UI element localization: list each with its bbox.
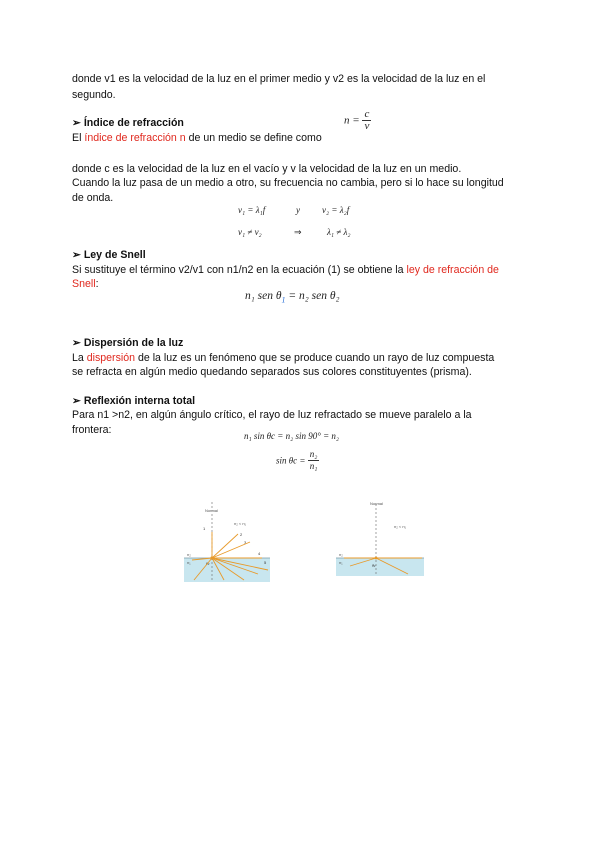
incidence-point	[210, 556, 213, 559]
eq-wave-2: v₂ = λ₂f	[322, 205, 350, 215]
medium-label: n₂ < n₁	[234, 521, 246, 526]
dispersion-text	[72, 351, 494, 366]
eq-numerator: c	[364, 108, 370, 120]
medium-n1-region	[336, 558, 424, 576]
text: La	[72, 352, 87, 364]
ray	[212, 542, 250, 558]
paragraph-line: se refracta en algún medio quedando separados sus colores constituyentes (prisma).	[72, 366, 472, 378]
ray	[212, 534, 238, 558]
text: :	[95, 278, 99, 290]
text: El	[72, 132, 85, 144]
paragraph-line: donde v1 es la velocidad de la luz en el primer medio y v2 es la velocidad de la luz en el	[72, 73, 486, 85]
n2-label: n₂	[339, 552, 343, 557]
medium-label: n₂ < n₁	[394, 524, 406, 529]
figure-total-internal-reflection-rays	[184, 494, 270, 582]
normal-label: Normal	[370, 501, 383, 506]
highlight-term: ley de refracción de	[406, 264, 499, 276]
equation-critical-1: n₁ sin θc = n₂ sin 90° = n₂	[244, 431, 340, 441]
normal-label: Normal	[205, 508, 218, 513]
eq-lhs: sin θc =	[276, 455, 306, 466]
eq-denominator: n₁	[309, 461, 318, 471]
section-heading-snell: ➢ Ley de Snell	[72, 249, 146, 261]
eq-wave-arrow: ⇒	[294, 227, 302, 237]
ray-label-2: 2	[240, 532, 243, 537]
section-heading-reflexion: ➢ Reflexión interna total	[72, 395, 196, 407]
equation-refraction-index	[344, 109, 371, 132]
indice-definition	[72, 131, 322, 146]
ray-label-3: 3	[244, 540, 247, 545]
snell-text-2	[72, 277, 99, 292]
ray-label-5: 5	[264, 560, 267, 565]
highlight-term: Snell	[72, 278, 96, 290]
eq-wave-1: v₁ = λ₁f	[238, 205, 266, 215]
paragraph-line: Para n1 >n2, en algún ángulo crítico, el rayo de luz refractado se mueve paralelo a la	[72, 409, 472, 421]
text: de un medio se define como	[185, 132, 322, 144]
eq-wave-4: λ₁ ≠ λ₂	[327, 227, 351, 237]
eq-denominator: v	[364, 120, 370, 132]
theta-label: θc	[372, 563, 376, 568]
eq-wave-3: v₁ ≠ v₂	[238, 227, 262, 237]
ray-label-4: 4	[258, 551, 261, 556]
eq-left: n₁ sen θ	[245, 290, 282, 302]
text: Si sustituye el término v2/v1 con n1/n2 en la ecuación (1) se obtiene la	[72, 264, 407, 276]
figure-critical-angle	[336, 496, 424, 580]
n2-label: n₂	[187, 552, 191, 557]
eq-right: = n₂ sen θ₂	[285, 290, 340, 302]
highlight-term: índice de refracción n	[84, 132, 186, 144]
section-heading-indice: ➢ Índice de refracción	[72, 117, 184, 129]
paragraph-line: frontera:	[72, 424, 112, 436]
equation-snell	[245, 290, 339, 304]
theta-label: θc	[206, 561, 210, 566]
paragraph-line: segundo.	[72, 89, 116, 101]
eq-numerator: n₂	[309, 449, 318, 459]
paragraph-line: donde c es la velocidad de la luz en el vacío y v la velocidad de la luz en un medio.	[72, 163, 462, 175]
eq-subscript: 1	[281, 295, 286, 305]
equation-critical-2	[276, 449, 319, 472]
text: de la luz es un fenómeno que se produce cuando un rayo de luz compuesta	[135, 352, 495, 364]
n1-label: n₁	[339, 560, 343, 565]
eq-wave-y: y	[296, 205, 300, 215]
incidence-point	[375, 557, 378, 560]
highlight-term: dispersión	[86, 352, 136, 364]
paragraph-line: de onda.	[72, 192, 114, 204]
ray-label-1: 1	[203, 526, 206, 531]
eq-lhs: n =	[344, 114, 360, 127]
snell-text	[72, 263, 499, 278]
section-heading-dispersion: ➢ Dispersión de la luz	[72, 337, 184, 349]
n1-label: n₁	[187, 560, 191, 565]
eq-fraction	[362, 109, 371, 132]
paragraph-line: Cuando la luz pasa de un medio a otro, su frecuencia no cambia, pero si lo hace su longitud	[72, 177, 504, 189]
eq-fraction	[308, 449, 320, 472]
